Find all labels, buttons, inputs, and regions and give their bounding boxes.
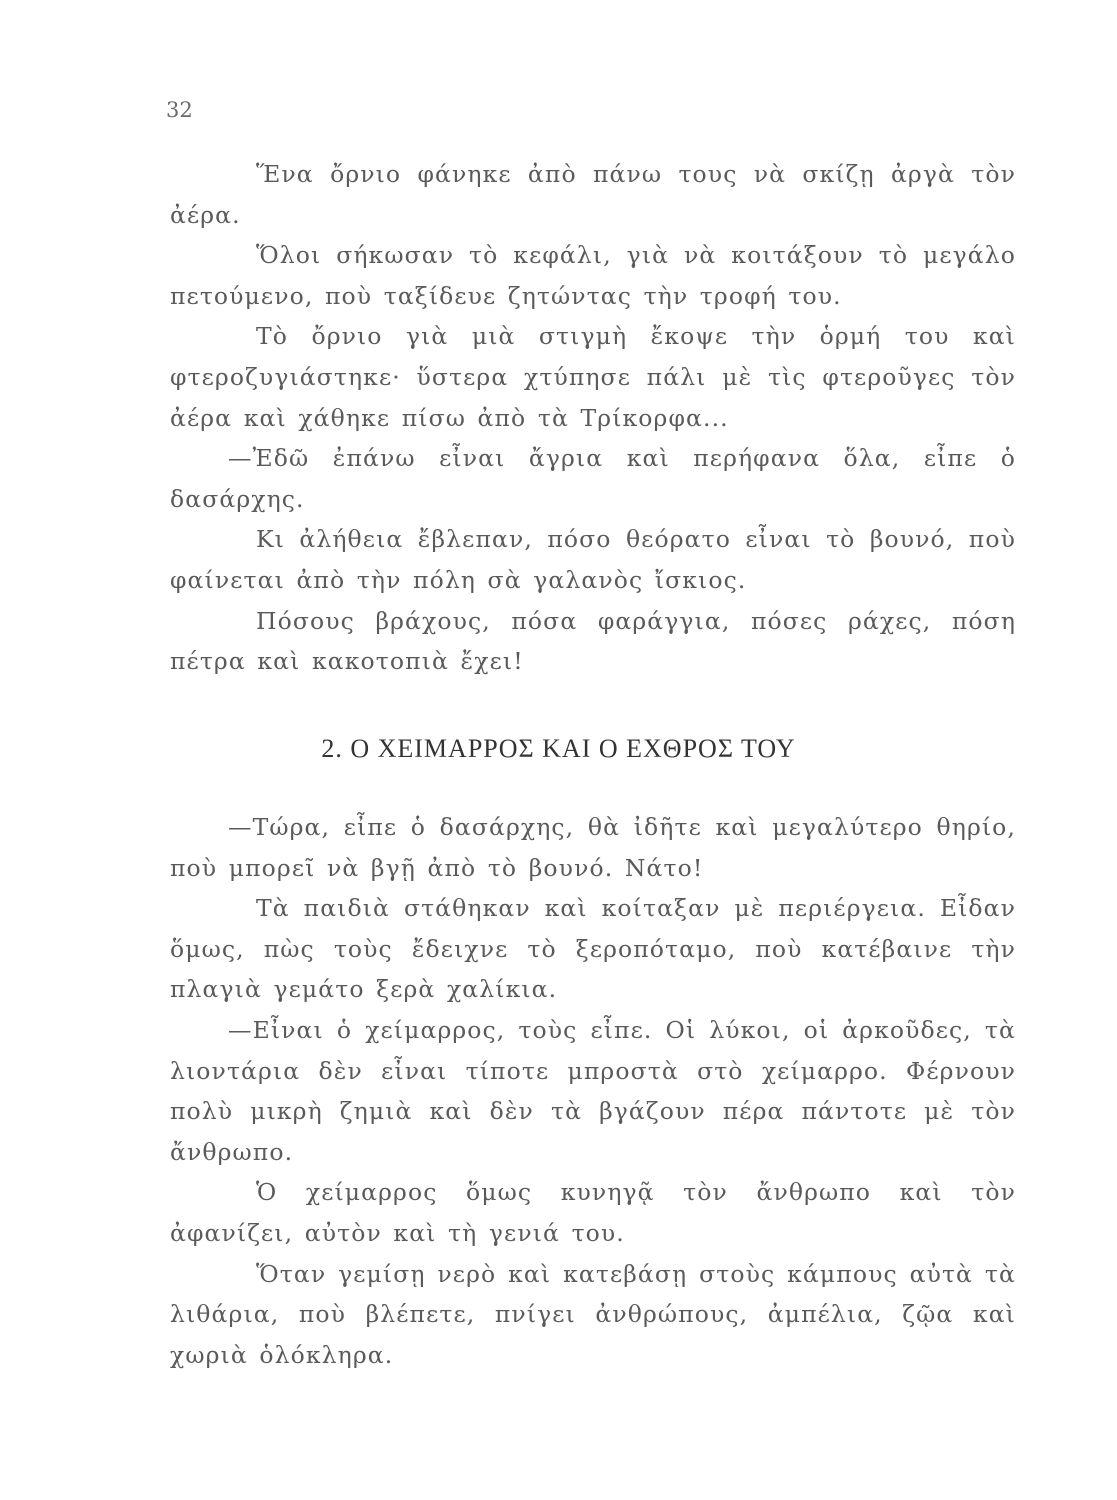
dialog-paragraph: —Ἐδῶ ἐπάνω εἶναι ἄγρια καὶ περήφανα ὅλα, εἶπε ὁ δασάρχης. xyxy=(170,444,1016,513)
dialog-paragraph: —Εἶναι ὁ χείμαρρος, τοὺς εἶπε. Οἱ λύκοι, οἱ ἀρκοῦδες, τὰ λιοντάρια δὲν εἶναι τίποτε μπροστὰ στὸ χείμαρρο. Φέρνουν πολὺ μικρὴ ζημιὰ καὶ δὲν τὰ βγάζουν πέρα πάντοτε μὲ τὸν ἄνθρωπο. xyxy=(170,1015,1016,1166)
paragraph: Πόσους βράχους, πόσα φαράγγια, πόσες ράχες, πόση πέτρα καὶ κακοτοπιὰ ἔχει! xyxy=(170,606,1016,676)
paragraph: Τὸ ὄρνιο γιὰ μιὰ στιγμὴ ἔκοψε τὴν ὁρμή του καὶ φτεροζυγιάστηκε· ὕστερα χτύπησε πάλι μὲ τὶς φτεροῦγες τὸν ἀέρα καὶ χάθηκε πίσω ἀπὸ τὰ Τρίκορφα... xyxy=(170,322,1016,432)
paragraph: Ὅταν γεμίσῃ νερὸ καὶ κατεβάσῃ στοὺς κάμπους αὐτὰ τὰ λιθάρια, ποὺ βλέπετε, πνίγει ἀνθρώπους, ἀμπέλια, ζῷα καὶ χωριὰ ὁλόκληρα. xyxy=(170,1259,1016,1369)
paragraph: Ὁ χείμαρρος ὅμως κυνηγᾷ τὸν ἄνθρωπο καὶ τὸν ἀφανίζει, αὐτὸν καὶ τὴ γενιά του. xyxy=(170,1178,1016,1247)
section-2-text xyxy=(170,807,1016,1375)
paragraph: Ὅλοι σήκωσαν τὸ κεφάλι, γιὰ νὰ κοιτάξουν τὸ μεγάλο πετούμενο, ποὺ ταξίδευε ζητώντας τὴν τροφή του. xyxy=(170,241,1016,310)
section-1-text xyxy=(170,154,1016,682)
paragraph: Ἕνα ὄρνιο φάνηκε ἀπὸ πάνω τους νὰ σκίζῃ ἀργὰ τὸν ἀέρα. xyxy=(170,160,1016,229)
dialog-paragraph: —Τώρα, εἶπε ὁ δασάρχης, θὰ ἰδῆτε καὶ μεγαλύτερο θηρίο, ποὺ μπορεῖ νὰ βγῇ ἀπὸ τὸ βουνό. Νάτο! xyxy=(170,813,1016,882)
paragraph: Κι ἀλήθεια ἔβλεπαν, πόσο θεόρατο εἶναι τὸ βουνό, ποὺ φαίνεται ἀπὸ τὴν πόλη σὰ γαλανὸς ἴσκιος. xyxy=(170,525,1016,594)
section-heading: 2. Ο ΧΕΙΜΑΡΡΟΣ ΚΑΙ Ο ΕΧΘΡΟΣ ΤΟΥ xyxy=(321,734,796,763)
page-number: 32 xyxy=(166,98,193,122)
paragraph: Τὰ παιδιὰ στάθηκαν καὶ κοίταξαν μὲ περιέργεια. Εἶδαν ὅμως, πὼς τοὺς ἔδειχνε τὸ ξεροπόταμο, ποὺ κατέβαινε τὴν πλαγιὰ γεμάτο ξερὰ χαλίκια. xyxy=(170,894,1016,1004)
